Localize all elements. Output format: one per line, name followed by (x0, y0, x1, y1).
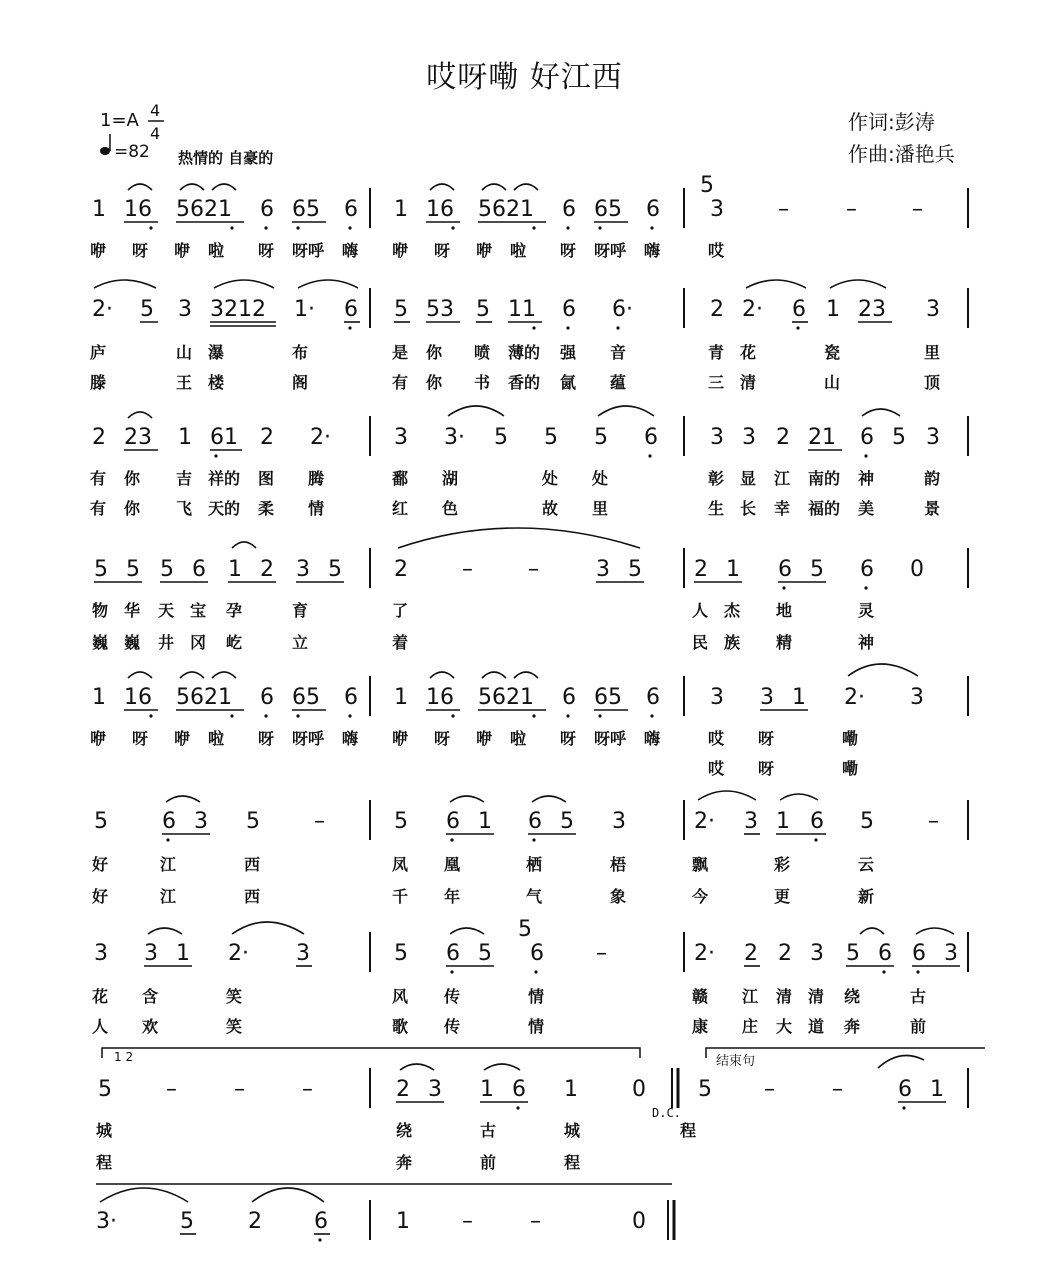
svg-text:65: 65 (292, 197, 320, 222)
svg-text:6: 6 (792, 297, 806, 322)
svg-text:3: 3 (744, 809, 758, 834)
svg-text:3: 3 (710, 197, 724, 222)
lyrics-row-7a: 花 含 笑 风 传 情 赣 江 清 清 绕 古 (91, 987, 927, 1006)
svg-text:1: 1 (564, 1077, 578, 1102)
svg-text:6: 6 (562, 297, 576, 322)
svg-text:2: 2 (776, 425, 790, 450)
svg-text:–: – (462, 1209, 473, 1234)
svg-text:6: 6 (344, 197, 358, 222)
svg-text:1: 1 (930, 1077, 944, 1102)
svg-text:23: 23 (124, 425, 152, 450)
svg-text:5: 5 (518, 917, 532, 942)
svg-text:6: 6 (512, 1077, 526, 1102)
svg-text:–: – (528, 557, 539, 582)
lyrics-row-7b: 人 欢 笑 歌 传 情 康 庄 大 道 奔 前 (91, 1017, 927, 1036)
svg-text:53: 53 (426, 297, 454, 322)
svg-text:5: 5 (394, 297, 408, 322)
svg-text:3: 3 (194, 809, 208, 834)
svg-text:5: 5 (94, 809, 108, 834)
svg-text:5: 5 (628, 557, 642, 582)
key-label: 1=A (100, 110, 139, 131)
svg-text:2: 2 (92, 425, 106, 450)
svg-text:16: 16 (426, 685, 454, 710)
lyrics-row-3a: 有 你 吉 祥的 图 腾 鄱 湖 处 处 彰 显 江 南的 神 韵 (89, 469, 941, 488)
svg-text:65: 65 (594, 197, 622, 222)
svg-text:1: 1 (776, 809, 790, 834)
svg-text:16: 16 (426, 197, 454, 222)
svg-text:6: 6 (646, 685, 660, 710)
svg-text:61: 61 (210, 425, 238, 450)
svg-text:3: 3 (144, 941, 158, 966)
svg-text:6: 6 (260, 685, 274, 710)
svg-text:3: 3 (910, 685, 924, 710)
ending-label: 结束句 (716, 1054, 756, 1069)
svg-text:16: 16 (124, 685, 152, 710)
svg-text:6: 6 (646, 197, 660, 222)
svg-text:6: 6 (898, 1077, 912, 1102)
svg-text:2: 2 (260, 557, 274, 582)
svg-text:–: – (314, 809, 325, 834)
svg-text:3: 3 (428, 1077, 442, 1102)
svg-text:5: 5 (560, 809, 574, 834)
lyrics-row-4b: 巍 巍 井 冈 屹 立 着 民 族 精 神 (91, 633, 875, 652)
svg-text:3: 3 (710, 685, 724, 710)
svg-text:2·: 2· (742, 297, 763, 322)
svg-text:6: 6 (162, 809, 176, 834)
svg-text:23: 23 (858, 297, 886, 322)
lyrics-row-1a: 咿 呀 咿 啦 呀 呀呼 嗨 咿 呀 咿 啦 呀 呀呼 嗨 哎 (89, 241, 725, 260)
svg-text:5: 5 (394, 941, 408, 966)
svg-text:2·: 2· (694, 809, 715, 834)
svg-text:6: 6 (562, 197, 576, 222)
svg-text:2: 2 (778, 941, 792, 966)
expression-mark: 热情的 自豪的 (178, 149, 274, 167)
song-title: 哎呀嘞 好江西 (426, 60, 623, 95)
svg-text:3: 3 (612, 809, 626, 834)
lyrics-row-6a: 好 江 西 凤 凰 栖 梧 飘 彩 云 (91, 855, 875, 874)
svg-text:6: 6 (446, 809, 460, 834)
svg-text:3·: 3· (96, 1209, 117, 1234)
svg-text:1·: 1· (294, 297, 315, 322)
svg-text:65: 65 (292, 685, 320, 710)
svg-text:6: 6 (778, 557, 792, 582)
svg-text:6: 6 (446, 941, 460, 966)
svg-text:–: – (846, 197, 857, 222)
svg-text:2: 2 (744, 941, 758, 966)
svg-text:1: 1 (480, 1077, 494, 1102)
svg-text:6: 6 (192, 557, 206, 582)
svg-text:65: 65 (594, 685, 622, 710)
svg-text:1: 1 (92, 197, 106, 222)
lyrics-row-5b: 哎 呀 嘞 (707, 759, 859, 778)
svg-text:5: 5 (394, 809, 408, 834)
svg-text:–: – (166, 1077, 177, 1102)
time-bottom: 4 (150, 124, 161, 143)
svg-text:11: 11 (508, 297, 536, 322)
time-top: 4 (150, 101, 161, 120)
svg-text:3: 3 (760, 685, 774, 710)
svg-text:5: 5 (246, 809, 260, 834)
lyrics-row-4a: 物 华 天 宝 孕 育 了 人 杰 地 灵 (91, 601, 875, 620)
svg-text:2·: 2· (228, 941, 249, 966)
svg-text:–: – (462, 557, 473, 582)
svg-text:5: 5 (494, 425, 508, 450)
svg-text:3: 3 (926, 297, 940, 322)
svg-text:5: 5 (180, 1209, 194, 1234)
composer-credit: 作曲:潘艳兵 (848, 142, 955, 166)
svg-text:3: 3 (810, 941, 824, 966)
lyrics-row-8b: 程 奔 前 程 (95, 1153, 581, 1172)
svg-text:6: 6 (912, 941, 926, 966)
lyrics-row-3b: 有 你 飞 天的 柔 情 红 色 故 里 生 长 幸 福的 美 景 (89, 499, 941, 518)
svg-text:3: 3 (94, 941, 108, 966)
lyrics-row-8a: 城 绕 古 城 程 (95, 1121, 697, 1140)
svg-text:6: 6 (344, 685, 358, 710)
svg-text:5621: 5621 (478, 197, 534, 222)
svg-text:6: 6 (860, 557, 874, 582)
svg-text:1: 1 (228, 557, 242, 582)
svg-text:5: 5 (98, 1077, 112, 1102)
svg-text:–: – (764, 1077, 775, 1102)
svg-text:0: 0 (632, 1209, 646, 1234)
svg-text:1: 1 (792, 685, 806, 710)
svg-text:6: 6 (810, 809, 824, 834)
svg-text:21: 21 (808, 425, 836, 450)
svg-text:5621: 5621 (176, 197, 232, 222)
lyrics-row-2b: 滕 王 楼 阁 有 你 书 香的 氤 蕴 三 清 山 顶 (89, 373, 941, 392)
svg-text:5: 5 (700, 173, 714, 198)
svg-text:6: 6 (260, 197, 274, 222)
volta-label: 1 2 (114, 1050, 134, 1064)
svg-text:–: – (912, 197, 923, 222)
svg-text:6: 6 (860, 425, 874, 450)
svg-text:5621: 5621 (176, 685, 232, 710)
svg-text:6: 6 (344, 297, 358, 322)
svg-text:6: 6 (878, 941, 892, 966)
tempo-mark: =82 (114, 142, 150, 162)
svg-text:0: 0 (910, 557, 924, 582)
svg-text:5: 5 (328, 557, 342, 582)
svg-text:–: – (596, 941, 607, 966)
svg-text:1: 1 (178, 425, 192, 450)
svg-text:5: 5 (698, 1077, 712, 1102)
svg-text:3: 3 (944, 941, 958, 966)
svg-text:–: – (928, 809, 939, 834)
svg-text:6: 6 (314, 1209, 328, 1234)
svg-text:2: 2 (710, 297, 724, 322)
svg-text:1: 1 (396, 1209, 410, 1234)
svg-text:2: 2 (694, 557, 708, 582)
svg-text:16: 16 (124, 197, 152, 222)
svg-text:3: 3 (926, 425, 940, 450)
svg-text:1: 1 (394, 197, 408, 222)
svg-text:3: 3 (178, 297, 192, 322)
svg-text:1: 1 (176, 941, 190, 966)
svg-text:5621: 5621 (478, 685, 534, 710)
svg-text:2·: 2· (310, 425, 331, 450)
svg-text:2·: 2· (844, 685, 865, 710)
svg-text:2: 2 (394, 557, 408, 582)
svg-text:5: 5 (94, 557, 108, 582)
svg-text:–: – (832, 1077, 843, 1102)
svg-text:5: 5 (160, 557, 174, 582)
lyrics-row-5a: 咿 呀 咿 啦 呀 呀呼 嗨 咿 呀 咿 啦 呀 呀呼 嗨 哎 呀 嘞 (89, 729, 859, 748)
svg-text:1: 1 (826, 297, 840, 322)
svg-text:1: 1 (394, 685, 408, 710)
svg-text:5: 5 (594, 425, 608, 450)
svg-text:2·: 2· (92, 297, 113, 322)
svg-text:3: 3 (394, 425, 408, 450)
svg-text:5: 5 (860, 809, 874, 834)
svg-text:3: 3 (742, 425, 756, 450)
lyricist-credit: 作词:彭涛 (848, 110, 935, 134)
svg-text:–: – (302, 1077, 313, 1102)
svg-text:3: 3 (296, 941, 310, 966)
svg-text:2: 2 (248, 1209, 262, 1234)
svg-text:1: 1 (726, 557, 740, 582)
svg-text:0: 0 (632, 1077, 646, 1102)
svg-text:6: 6 (528, 809, 542, 834)
lyrics-row-2a: 庐 山 瀑 布 是 你 喷 薄的 强 音 青 花 瓷 里 (89, 343, 941, 362)
svg-text:2: 2 (396, 1077, 410, 1102)
svg-text:6·: 6· (612, 297, 633, 322)
svg-text:3: 3 (596, 557, 610, 582)
svg-text:5: 5 (140, 297, 154, 322)
lyrics-row-6b: 好 江 西 千 年 气 象 今 更 新 (91, 887, 875, 906)
svg-text:3: 3 (296, 557, 310, 582)
svg-text:5: 5 (476, 297, 490, 322)
svg-text:–: – (778, 197, 789, 222)
svg-text:6: 6 (530, 941, 544, 966)
svg-text:5: 5 (892, 425, 906, 450)
svg-text:1: 1 (478, 809, 492, 834)
svg-text:3·: 3· (444, 425, 465, 450)
svg-text:6: 6 (562, 685, 576, 710)
svg-text:1: 1 (92, 685, 106, 710)
svg-text:5: 5 (810, 557, 824, 582)
svg-text:–: – (234, 1077, 245, 1102)
svg-text:5: 5 (478, 941, 492, 966)
svg-text:5: 5 (126, 557, 140, 582)
svg-text:3: 3 (710, 425, 724, 450)
svg-text:2: 2 (260, 425, 274, 450)
svg-text:2·: 2· (694, 941, 715, 966)
svg-text:5: 5 (846, 941, 860, 966)
svg-text:5: 5 (544, 425, 558, 450)
dc-mark: D.C. (652, 1106, 681, 1120)
svg-text:3212: 3212 (210, 297, 266, 322)
svg-text:–: – (530, 1209, 541, 1234)
svg-text:6: 6 (644, 425, 658, 450)
